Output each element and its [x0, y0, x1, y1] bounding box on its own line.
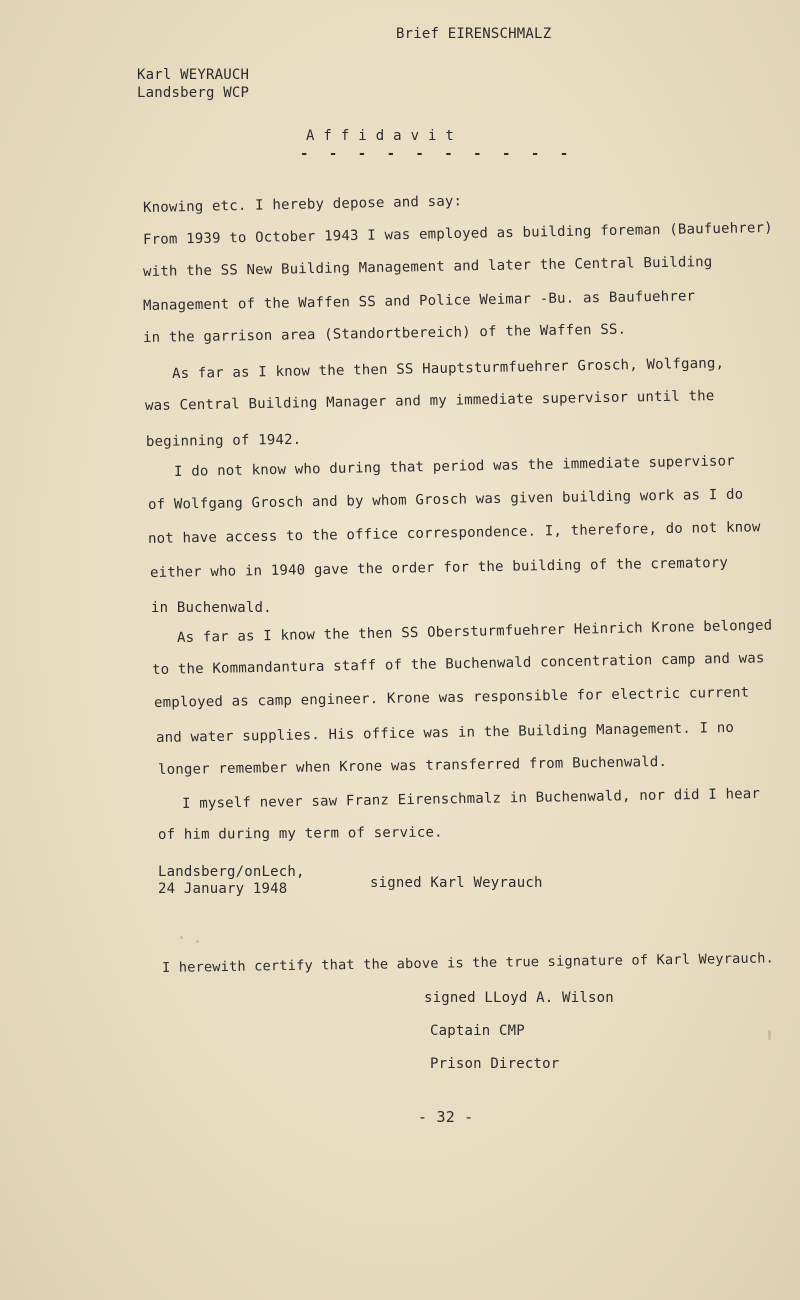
body-line: longer remember when Krone was transferred from Buchenwald.: [157, 754, 668, 778]
certifier-title: Prison Director: [430, 1056, 560, 1072]
paper-speck: [180, 936, 183, 939]
paper-speck: [196, 940, 199, 943]
body-line: Management of the Waffen SS and Police Weimar -Bu. as Baufuehrer: [142, 288, 696, 314]
body-line: of him during my term of service.: [157, 824, 443, 843]
body-line: with the SS New Building Management and later the Central Building: [142, 254, 713, 280]
author-location: Landsberg WCP: [137, 85, 250, 101]
page-number: - 32 -: [418, 1108, 474, 1126]
certifier-signature: signed LLoyd A. Wilson: [424, 990, 614, 1006]
body-line: was Central Building Manager and my immediate supervisor until the: [144, 388, 715, 414]
body-line: I myself never saw Franz Eirenschmalz in Buchenwald, nor did I hear: [181, 785, 761, 812]
signing-place: Landsberg/onLech,: [158, 864, 305, 880]
body-line: beginning of 1942.: [145, 431, 302, 450]
signing-date: 24 January 1948: [158, 881, 288, 897]
body-line: employed as camp engineer. Krone was responsible for electric current: [153, 684, 750, 711]
body-line: to the Kommandantura staff of the Buchenwald concentration camp and was: [151, 650, 765, 678]
document-reference: Brief EIRENSCHMALZ: [396, 26, 552, 42]
body-line: From 1939 to October 1943 I was employed as building foreman (Baufuehrer): [142, 219, 773, 248]
certification-statement: I herewith certify that the above is the true signature of Karl Weyrauch.: [161, 950, 775, 976]
body-line: As far as I know the then SS Obersturmfuehrer Heinrich Krone belonged: [176, 617, 773, 646]
body-line: either who in 1940 gave the order for the building of the crematory: [149, 554, 729, 581]
body-line: As far as I know the then SS Hauptsturmfuehrer Grosch, Wolfgang,: [171, 355, 725, 382]
body-line: I do not know who during that period was the immediate supervisor: [173, 453, 735, 480]
author-name: Karl WEYRAUCH: [137, 67, 250, 83]
body-line: in Buchenwald.: [151, 600, 272, 616]
title-underline: - - - - - - - - - -: [300, 146, 575, 162]
body-line: and water supplies. His office was in the Building Management. I no: [155, 719, 735, 746]
certifier-rank: Captain CMP: [430, 1023, 525, 1039]
body-line: not have access to the office correspondence. I, therefore, do not know: [147, 519, 761, 547]
body-line: in the garrison area (Standortbereich) of the Waffen SS.: [142, 321, 627, 346]
paper-speck: [768, 1030, 771, 1040]
affidavit-title: Affidavit: [306, 128, 463, 144]
body-line: Knowing etc. I hereby depose and say:: [142, 193, 463, 216]
affiant-signature: signed Karl Weyrauch: [370, 875, 543, 891]
body-line: of Wolfgang Grosch and by whom Grosch was given building work as I do: [147, 486, 744, 513]
